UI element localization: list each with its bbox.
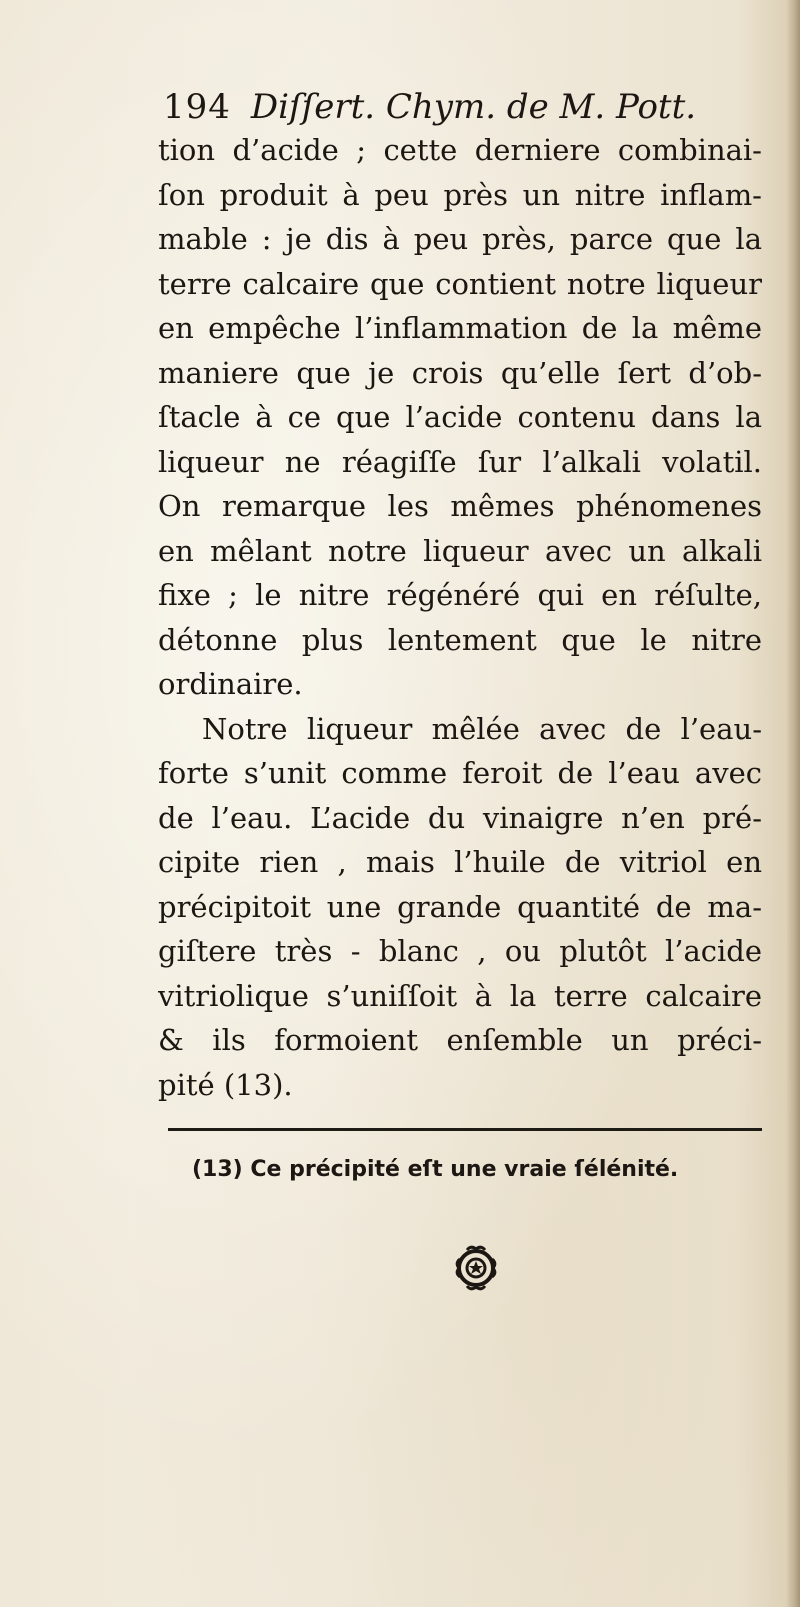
text-line: en mêlant notre liqueur avec un alkali [158,533,762,568]
text-line: détonne plus lentement que le nitre [158,622,762,657]
text-line: fixe ; le nitre régénéré qui en réſulte, [158,578,762,612]
body-text [158,128,762,1107]
text-line: mable : je dis à peu près, parce que la [158,222,762,256]
text-line: forte s’unit comme feroit de l’eau avec [158,756,762,790]
text-line: liqueur ne réagiſſe ſur l’alkali volatil. [158,444,762,479]
text-line: précipitoit une grande quantité de ma- [158,889,762,924]
text-line: vitriolique s’uniſſoit à la terre calcaire [158,978,762,1013]
page-number: 194 [163,87,231,127]
running-head [163,82,723,132]
text-line: tion d’acide ; cette derniere combinai- [158,133,762,167]
text-line: On remarque les mêmes phénomenes [158,489,762,523]
text-line: cipite rien , mais l’huile de vitriol en [158,845,762,879]
footnote: (13) Ce précipité eſt une vraie ſélénité. [192,1157,679,1182]
flower-ornament-icon [451,1243,501,1293]
text-line: maniere que je crois qu’elle ſert d’ob- [158,355,762,390]
text-line: ſon produit à peu près un nitre inflam- [158,177,762,212]
text-line: & ils formoient enſemble un préci- [158,1023,762,1057]
text-line: ordinaire. [158,667,303,701]
text-line: en empêche l’inflammation de la même [158,311,762,345]
text-line: pité (13). [158,1067,293,1102]
text-line: giſtere très - blanc , ou plutôt l’acide [158,934,762,968]
text-line: terre calcaire que contient notre liqueur [158,266,762,301]
page-edge-shadow [786,0,800,1607]
running-title: Diſſert. Chym. de M. Pott. [250,87,697,127]
text-line-paragraph-start: Notre liqueur mêlée avec de l’eau- [202,711,762,746]
text-line: de l’eau. L’acide du vinaigre n’en pré- [158,800,762,835]
footnote-rule [168,1128,762,1131]
text-line: ſtacle à ce que l’acide contenu dans la [158,400,762,434]
